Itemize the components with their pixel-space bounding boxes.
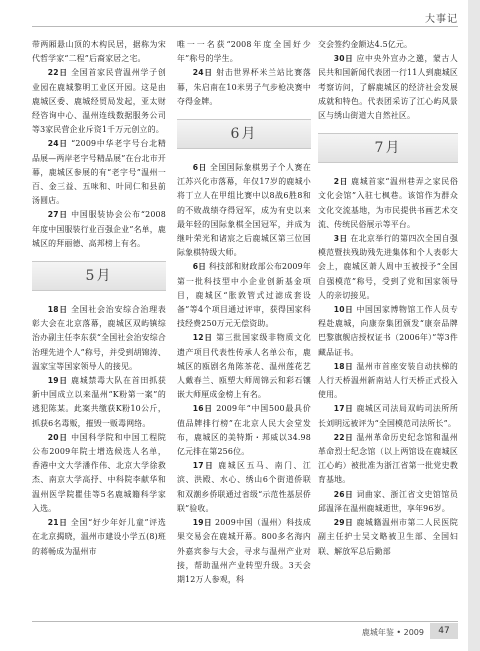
event-entry: 6日 全国国际象棋男子个人赛在江苏兴化市落幕，年仅17岁的鹿城小将丁立人在甲组比赛中以8战6胜8和的不败战绩夺得冠军，成为有史以来最年轻的国际象棋全国冠军，并成为继叶荣光和诸宸之后鹿城区第三位国际象棋特级大师。 bbox=[177, 163, 311, 258]
event-date: 3日 bbox=[333, 234, 348, 244]
paragraph: 交会签约金额达4.5亿元。 bbox=[318, 40, 413, 49]
event-entry: 24日 射击世界杯米兰站比赛落幕，朱启南在10米男子气步枪决赛中夺得金牌。 bbox=[177, 68, 311, 106]
event-date: 22日 bbox=[333, 432, 354, 442]
paragraph: 唯一一名获“2008年度全国好少年”称号的学生。 bbox=[177, 40, 311, 64]
text-column-left bbox=[32, 38, 166, 618]
page-header bbox=[0, 0, 480, 34]
event-date: 30日 bbox=[333, 54, 354, 64]
event-entry: 18日 全国社会治安综合治理表彰大会在北京落幕，鹿城区双屿镇综治办副主任李东获“全国社会治安综合治理先进个人”称号，并受到胡锦涛、温家宝等国家领导人的接见。 bbox=[32, 305, 166, 371]
event-date: 21日 bbox=[47, 518, 68, 528]
event-date: 12日 bbox=[192, 333, 213, 343]
event-entry: 2日 鹿城首家“温州巷弄之家民俗文化会馆”入驻七枫巷。该馆作为群众文化交流基地，为市民提供书画艺术交流、传统民俗展示等平台。 bbox=[318, 177, 458, 229]
event-date: 18日 bbox=[47, 305, 68, 315]
event-date: 27日 bbox=[47, 210, 68, 220]
event-entry: 24日 “2009中华老字号台北精品展—两岸老字号精品展”在台北市开幕，鹿城区参展的有“老字号”温州一百、金三益、五味和、叶同仁和县前汤圆店。 bbox=[32, 139, 166, 206]
event-date: 20日 bbox=[47, 432, 68, 442]
event-date: 2日 bbox=[333, 177, 348, 187]
month-heading: 6月 bbox=[177, 119, 311, 149]
event-entry: 19日 2009中国（温州）科技成果交易会在鹿城开幕。800多名海内外嘉宾参与大会，寻求与温州产业对接，帮助温州产业转型升级。3天会期12万人参观，科 bbox=[177, 518, 311, 584]
event-date: 22日 bbox=[47, 68, 68, 78]
event-entry: 29日 鹿城籍温州市第二人民医院副主任护士吴文略被卫生部、全国妇联、解放军总后勤部 bbox=[318, 518, 458, 556]
event-entry: 30日 应中央外宣办之邀，蒙古人民共和国新闻代表团一行11人到鹿城区考察访问，了解鹿城区的经济社会发展成就和特色。代表团采访了江心屿风景区与绣山街道大自然社区。 bbox=[318, 54, 458, 121]
event-entry: 10日 中国国家博物馆工作人员专程赴鹿城，向康奈集团颁发“康奈品牌巴黎旗舰店授权证书（2006年）”等3件藏品证书。 bbox=[318, 305, 458, 357]
text-column-middle bbox=[177, 38, 311, 618]
event-date: 29日 bbox=[333, 518, 354, 528]
page-footer bbox=[32, 621, 458, 641]
event-entry: 20日 中国科学院和中国工程院公布2009年院士增选候选人名单，香港中文大学潘作伟、北京大学徐救杰、南京大学高抒、中科院李献华和温州医学院瞿佳等5名鹿城籍科学家入选。 bbox=[32, 432, 166, 513]
event-date: 6日 bbox=[192, 262, 207, 272]
page-number: 47 bbox=[430, 623, 458, 639]
event-date: 24日 bbox=[47, 139, 68, 149]
event-date: 17日 bbox=[192, 461, 215, 471]
event-entry: 18日 温州市首座安装自动扶梯的人行天桥温州新南站人行天桥正式投入使用。 bbox=[318, 361, 458, 400]
event-date: 6日 bbox=[192, 163, 207, 173]
side-tab-bar bbox=[468, 0, 480, 651]
event-entry: 17日 鹿城区司法局双屿司法所所长刘明远被评为“全国模范司法所长”。 bbox=[318, 404, 458, 428]
event-entry: 27日 中国服装协会公布“2008年度中国服装行业百强企业”名单，鹿城区的拜丽德、高邦榜上有名。 bbox=[32, 210, 166, 248]
event-entry: 26日 词曲家、浙江省文史馆馆员邱温泽在温州鹿城逝世，享年96岁。 bbox=[318, 489, 458, 513]
footer-divider bbox=[32, 621, 458, 622]
event-entry: 21日 全国“好少年好儿童”评选在北京揭晓，温州市建设小学五(8)班的蒋畅成为温州市 bbox=[32, 518, 166, 556]
event-date: 19日 bbox=[192, 518, 213, 528]
section-title: 大事记 bbox=[425, 14, 458, 25]
event-date: 26日 bbox=[333, 489, 354, 499]
event-date: 17日 bbox=[333, 404, 354, 414]
event-date: 10日 bbox=[333, 305, 354, 315]
event-entry: 12日 第三批国家级非物质文化遗产项目代表性传承人名单公布，鹿城区的瓯剧名角陈茶花、温州莲花艺人戴春兰、瓯塑大师周锦云和彩石镶嵌大师厘成金榜上有名。 bbox=[177, 333, 311, 400]
event-date: 18日 bbox=[333, 361, 354, 371]
event-entry: 17日 鹿城区五马、南门、江滨、洪殿、水心、绣山6个街道侨联和双潮乡侨联通过省级“示范性基层侨联”验收。 bbox=[177, 461, 311, 513]
event-entry: 22日 温州革命历史纪念馆和温州革命烈士纪念馆（以上两馆设在鹿城区江心屿）被批准为浙江省第一批党史教育基地。 bbox=[318, 432, 458, 485]
month-heading: 7月 bbox=[318, 133, 458, 163]
paragraph: 带两厢悬山顶的木构民居，据称为宋代哲学家“二程”后裔家居之宅。 bbox=[32, 40, 166, 64]
text-column-right bbox=[318, 38, 458, 618]
publication-name: 鹿城年鉴 • 2009 bbox=[361, 628, 424, 637]
event-entry: 19日 鹿城禁毒大队在首田抓获新中国成立以来温州“K粉第一案”的逃犯陈某。此案共缴获K粉10公斤，抓获6名毒贩，摧毁一贩毒网络。 bbox=[32, 376, 166, 428]
month-heading: 5月 bbox=[32, 261, 166, 291]
event-date: 16日 bbox=[192, 404, 213, 414]
event-date: 24日 bbox=[192, 68, 213, 78]
event-entry: 6日 科技部和财政部公布2009年第一批科技型中小企业创新基金项目，鹿城区“胀敦管式过滤成套设备”等4个项目通过评审，获得国家科技经费250万元无偿资助。 bbox=[177, 262, 311, 329]
header-divider bbox=[32, 26, 458, 27]
event-entry: 16日 2009年“中国500最具价值品牌排行榜”在北京人民大会堂发布，鹿城区的美特斯・邦威以34.98亿元排在第256位。 bbox=[177, 404, 311, 457]
event-entry: 3日 在北京举行的第四次全国自强模范暨扶残助残先进集体和个人表彰大会上，鹿城区萧人周中玉被授予“全国自强模范”称号，受到了党和国家领导人的亲切接见。 bbox=[318, 234, 458, 300]
event-date: 19日 bbox=[47, 376, 68, 386]
event-entry: 22日 全国首家民营温州学子创业园在鹿城黎明工业区开园。这是由鹿城区委、鹿城经贸局发起，亚太财经咨询中心、温州连线数据服务公司等3家民营企业斥资1千万元创立的。 bbox=[32, 68, 166, 135]
